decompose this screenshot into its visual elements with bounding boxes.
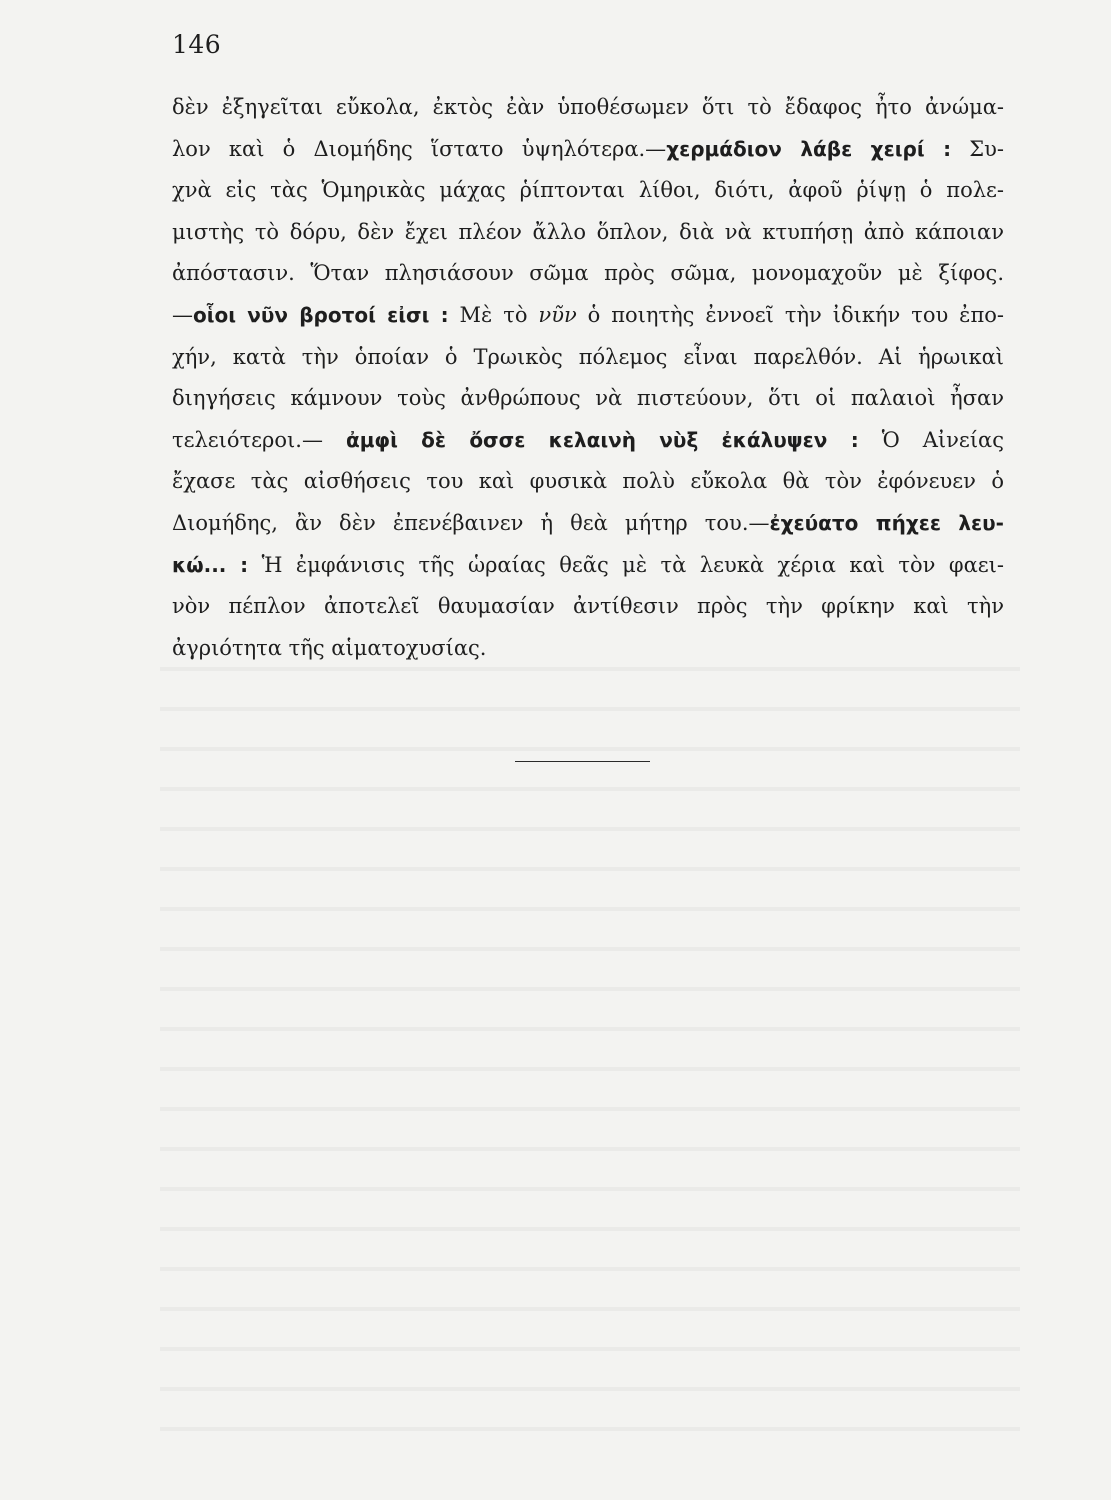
- lemma-heading: κώ... :: [172, 552, 249, 577]
- commentary-line: [172, 129, 1004, 171]
- commentary-text-run: Ἡ ἐμφάνισις τῆς ὡραίας θεᾶς μὲ τὰ λευκὰ χέρια καὶ τὸν φαει-: [248, 552, 1004, 577]
- commentary-text-run: ὁ ποιητὴς ἐννοεῖ τὴν ἰδικήν του ἐπο-: [576, 302, 1004, 327]
- section-divider: [515, 761, 650, 762]
- commentary-line: [172, 545, 1004, 587]
- commentary-text-run: ἀπόστασιν. Ὅταν πλησιάσουν σῶμα πρὸς σῶμα, μονομαχοῦν μὲ ξίφος.: [172, 261, 1004, 286]
- lemma-heading: χερμάδιον λάβε χειρί :: [666, 136, 952, 161]
- commentary-line: [172, 503, 1004, 545]
- commentary-line: [172, 461, 1004, 503]
- emphasized-word: νῦν: [538, 302, 577, 327]
- lemma-heading: ἀμφὶ δὲ ὄσσε κελαινὴ νὺξ ἐκάλυψεν :: [345, 427, 859, 452]
- commentary-text-run: τελειότεροι.—: [172, 427, 346, 452]
- commentary-text-run: Μὲ τὸ: [448, 302, 539, 327]
- lemma-heading: ἐχεύατο πήχεε λευ-: [769, 510, 1004, 535]
- commentary-text-run: χήν, κατὰ τὴν ὁποίαν ὁ Τρωικὸς πόλεμος εἶναι παρελθόν. Αἱ ἡρωικαὶ: [172, 344, 1004, 369]
- commentary-text-run: διηγήσεις κάμνουν τοὺς ἀνθρώπους νὰ πιστεύουν, ὅτι οἱ παλαιοὶ ἦσαν: [172, 386, 1004, 411]
- commentary-line: [172, 628, 1004, 670]
- commentary-line: [172, 87, 1004, 129]
- commentary-text-run: μιστὴς τὸ δόρυ, δὲν ἔχει πλέον ἄλλο ὅπλον, διὰ νὰ κτυπήσῃ ἀπὸ κάποιαν: [172, 219, 1004, 244]
- commentary-line: [172, 586, 1004, 628]
- reverse-page-bleed: [160, 640, 1020, 1460]
- commentary-line: [172, 212, 1004, 254]
- commentary-text-run: δὲν ἐξηγεῖται εὔκολα, ἐκτὸς ἐὰν ὑποθέσωμεν ὅτι τὸ ἔδαφος ἦτο ἀνώμα-: [172, 95, 1004, 119]
- commentary-line: [172, 295, 1004, 337]
- page-number: 146: [172, 30, 222, 59]
- commentary-text-run: λον καὶ ὁ Διομήδης ἵστατο ὑψηλότερα.—: [172, 136, 667, 161]
- commentary-line: [172, 253, 1004, 295]
- commentary-text-run: Διομήδης, ἂν δὲν ἐπενέβαινεν ἡ θεὰ μήτηρ του.—: [172, 510, 770, 535]
- commentary-line: [172, 420, 1004, 462]
- commentary-line: [172, 337, 1004, 379]
- commentary-text-run: νὸν πέπλον ἀποτελεῖ θαυμασίαν ἀντίθεσιν πρὸς τὴν φρίκην καὶ τὴν: [172, 594, 1004, 619]
- commentary-text-run: ἀγριότητα τῆς αἱματοχυσίας.: [172, 635, 487, 660]
- commentary-text-run: χνὰ εἰς τὰς Ὁμηρικὰς μάχας ῥίπτονται λίθοι, διότι, ἀφοῦ ῥίψῃ ὁ πολε-: [172, 178, 1004, 203]
- commentary-line: [172, 378, 1004, 420]
- commentary-text: [172, 87, 1004, 669]
- commentary-text-run: —: [172, 302, 193, 327]
- lemma-heading: οἷοι νῦν βροτοί εἰσι :: [193, 302, 449, 327]
- commentary-text-run: ἔχασε τὰς αἰσθήσεις του καὶ φυσικὰ πολὺ εὔκολα θὰ τὸν ἐφόνευεν ὁ: [172, 469, 1004, 494]
- commentary-text-run: Ὁ Αἰνείας: [858, 427, 1004, 452]
- commentary-line: [172, 170, 1004, 212]
- commentary-text-run: Συ-: [951, 136, 1004, 161]
